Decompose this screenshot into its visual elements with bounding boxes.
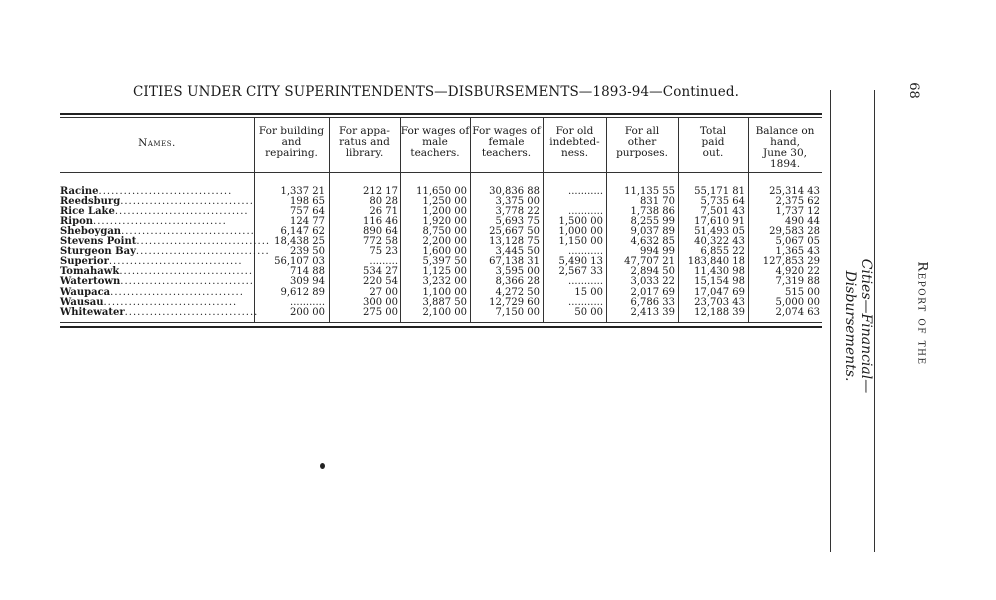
page-number: 68 — [905, 82, 921, 99]
col-header-apparatus: For appa- ratus and library. — [339, 125, 390, 159]
leader-dots: ................................ — [120, 276, 254, 288]
table-cell: 5,735 64 — [700, 196, 745, 208]
page-title: CITIES UNDER CITY SUPERINTENDENTS—DISBURSEMENTS—1893-94—Continued. — [133, 84, 739, 100]
city-name: Rice Lake — [60, 206, 115, 218]
leader-dots: ................................ — [136, 236, 271, 248]
table-cell: ........... — [568, 276, 603, 288]
city-name: Superior — [60, 256, 109, 268]
table-cell: ........... — [568, 206, 603, 218]
table-cell: 30,836 88 — [489, 186, 540, 197]
table-cell: 212 17 — [363, 186, 398, 197]
table-cell: 534 27 — [363, 266, 398, 278]
table-cell: 13,128 75 — [489, 236, 540, 248]
table-cell: 17,047 69 — [694, 286, 745, 298]
table-cell: 275 00 — [363, 306, 398, 318]
table-cell: 27 00 — [369, 286, 398, 298]
table-cell: 1,738 86 — [630, 206, 675, 218]
table-cell: ........... — [568, 246, 603, 258]
table-cell: 2,017 69 — [630, 286, 675, 298]
table-row — [0, 308, 830, 318]
table-cell: 1,125 00 — [422, 266, 467, 278]
table-cell: 124 77 — [290, 216, 325, 228]
table-cell: 515 00 — [785, 286, 820, 298]
table-cell: ........... — [568, 296, 603, 308]
table-cell: 1,337 21 — [280, 186, 325, 197]
leader-dots: ................................ — [108, 256, 243, 268]
table-cell: 3,887 50 — [422, 296, 467, 308]
table-cell: 1,737 12 — [775, 206, 820, 218]
table-cell: 1,920 00 — [422, 216, 467, 228]
top-rule-thin — [60, 117, 822, 118]
leader-dots: ................................ — [135, 246, 270, 258]
table-cell: 5,490 13 — [558, 256, 603, 268]
table-cell: 25,314 43 — [769, 186, 820, 197]
table-cell: 12,729 60 — [489, 296, 540, 308]
table-cell: 50 00 — [574, 306, 603, 318]
table-cell: 29,583 28 — [769, 226, 820, 238]
table-cell: ........... — [290, 296, 325, 308]
table-cell: 714 88 — [290, 266, 325, 278]
table-cell: 127,853 29 — [762, 256, 820, 268]
city-name: Sheboygan — [60, 226, 122, 238]
table-cell: 1,365 43 — [775, 246, 820, 258]
city-name: Waupaca — [60, 286, 111, 298]
table-cell: 3,375 00 — [495, 196, 540, 208]
table-cell: 9,037 89 — [630, 226, 675, 238]
table-cell: 757 64 — [290, 206, 325, 218]
table-cell: 55,171 81 — [694, 186, 745, 197]
table-cell: 994 99 — [640, 246, 675, 258]
table-cell: 2,567 33 — [558, 266, 603, 278]
table-cell: 490 44 — [785, 216, 820, 228]
col-header-other: For all other purposes. — [616, 125, 668, 159]
table-cell: 67,138 31 — [489, 256, 540, 268]
table-cell: 11,430 98 — [694, 266, 745, 278]
table-cell: 1,250 00 — [422, 196, 467, 208]
table-cell: 8,255 99 — [630, 216, 675, 228]
table-cell: 4,920 22 — [775, 266, 820, 278]
table-cell: 7,150 00 — [495, 306, 540, 318]
table-cell: 1,150 00 — [558, 236, 603, 248]
table-cell: 18,438 25 — [274, 236, 325, 248]
col-header-names: Names. — [138, 137, 176, 149]
city-name: Whitewater — [60, 306, 125, 318]
table-cell: 15,154 98 — [694, 276, 745, 288]
table-cell: 5,693 75 — [495, 216, 540, 228]
leader-dots: ................................ — [120, 196, 254, 208]
table-cell: 2,100 00 — [422, 306, 467, 318]
city-name: Ripon — [60, 216, 94, 228]
table-cell: 7,501 43 — [700, 206, 745, 218]
leader-dots: ................................ — [119, 266, 254, 278]
table-cell: 47,707 21 — [624, 256, 675, 268]
city-name: Sturgeon Bay — [60, 246, 136, 258]
table-cell: 2,074 63 — [775, 306, 820, 318]
leader-dots: ................................ — [103, 296, 238, 308]
running-subtitle: Cities—Financial—Disbursements. — [842, 258, 874, 394]
table-cell: 1,600 00 — [422, 246, 467, 258]
table-cell: 239 50 — [290, 246, 325, 258]
table-cell: 12,188 39 — [694, 306, 745, 318]
table-cell: 25,667 50 — [489, 226, 540, 238]
top-rule — [60, 113, 822, 115]
table-cell: 2,894 50 — [630, 266, 675, 278]
table-cell: 3,033 22 — [630, 276, 675, 288]
table-cell: 772 58 — [363, 236, 398, 248]
col-header-male-wages: For wages of male teachers. — [400, 125, 470, 159]
city-name: Watertown — [60, 276, 121, 288]
table-cell: 200 00 — [290, 306, 325, 318]
table-cell: 3,232 00 — [422, 276, 467, 288]
table-cell: 890 64 — [363, 226, 398, 238]
table-cell: 116 46 — [363, 216, 398, 228]
col-header-female-wages: For wages of female teachers. — [472, 125, 541, 159]
table-cell: 831 70 — [640, 196, 675, 208]
col-header-building: For building and repairing. — [258, 125, 325, 159]
city-name: Wausau — [60, 296, 104, 308]
table-cell: 4,272 50 — [495, 286, 540, 298]
table-cell: ......... — [369, 256, 398, 268]
table-cell: 309 94 — [290, 276, 325, 288]
bottom-rule-thick — [60, 326, 822, 328]
table-cell: 6,855 22 — [700, 246, 745, 258]
table-cell: 2,200 00 — [422, 236, 467, 248]
table-cell: 51,493 05 — [694, 226, 745, 238]
table-cell: 11,650 00 — [416, 186, 467, 197]
table-cell: 220 54 — [363, 276, 398, 288]
city-name: Stevens Point — [60, 236, 137, 248]
table-cell: 2,413 39 — [630, 306, 675, 318]
table-cell: 5,000 00 — [775, 296, 820, 308]
table-cell: 5,067 05 — [775, 236, 820, 248]
table-cell: 23,703 43 — [694, 296, 745, 308]
leader-dots: ................................ — [98, 186, 233, 197]
city-name: Reedsburg — [60, 196, 121, 208]
table-cell: 8,750 00 — [422, 226, 467, 238]
table-cell: 1,200 00 — [422, 206, 467, 218]
bottom-rule — [60, 322, 822, 323]
leader-dots: ................................ — [110, 286, 244, 298]
table-cell: 15 00 — [574, 286, 603, 298]
header-rule — [60, 172, 822, 173]
table-cell: 1,000 00 — [558, 226, 603, 238]
page-edge-line — [874, 90, 875, 552]
table-cell: 8,366 28 — [495, 276, 540, 288]
table-cell: 56,107 03 — [274, 256, 325, 268]
table-cell: 1,100 00 — [422, 286, 467, 298]
col-header-total: Total paid out. — [699, 125, 727, 159]
table-cell: 4,632 85 — [630, 236, 675, 248]
city-name: Tomahawk — [60, 266, 120, 278]
row-name — [60, 306, 259, 318]
leader-dots: ................................ — [124, 306, 259, 318]
table-cell: 1,500 00 — [558, 216, 603, 228]
table-cell: 2,375 62 — [775, 196, 820, 208]
table-cell: 3,778 22 — [495, 206, 540, 218]
table-cell: 9,612 89 — [280, 286, 325, 298]
col-header-balance: Balance on hand, June 30, 1894. — [755, 125, 815, 170]
leader-dots: ................................ — [121, 226, 255, 238]
leader-dots: ................................ — [93, 216, 227, 228]
col-header-old-debt: For old indebted- ness. — [549, 125, 600, 159]
table-cell: 300 00 — [363, 296, 398, 308]
running-title: Report of the — [914, 261, 930, 366]
leader-dots: ................................ — [114, 206, 249, 218]
table-cell: 80 28 — [369, 196, 398, 208]
page-edge-line — [830, 90, 831, 552]
table-cell: 7,319 88 — [775, 276, 820, 288]
table-cell: 198 65 — [290, 196, 325, 208]
table-cell: 40,322 43 — [694, 236, 745, 248]
table-cell: 3,595 00 — [495, 266, 540, 278]
table-cell: 6,786 33 — [630, 296, 675, 308]
table-cell: 183,840 18 — [687, 256, 745, 268]
ink-speck — [320, 463, 325, 469]
table-cell: ........... — [568, 186, 603, 197]
table-cell: 11,135 55 — [624, 186, 675, 197]
table-cell: 17,610 91 — [694, 216, 745, 228]
table-cell: 5,397 50 — [422, 256, 467, 268]
table-cell: 75 23 — [369, 246, 398, 258]
table-cell: 26 71 — [369, 206, 398, 218]
city-name: Racine — [60, 186, 99, 197]
table-cell: 6,147 62 — [280, 226, 325, 238]
table-cell: 3,445 50 — [495, 246, 540, 258]
